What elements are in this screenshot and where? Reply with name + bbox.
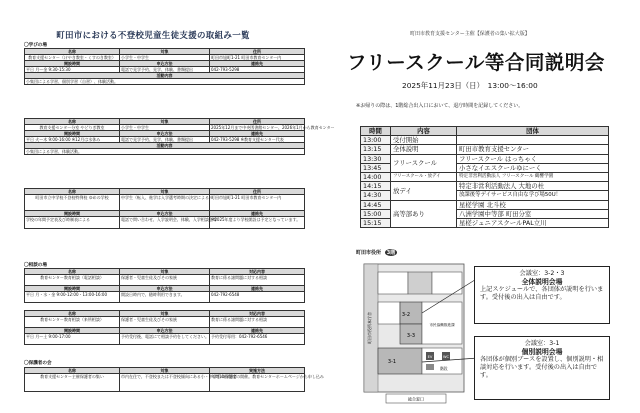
activity-cell: 小集団による学習、個別学習（自習）、体験活動。 <box>25 79 305 85</box>
content-cell: フリースクール・放デイ <box>391 173 457 182</box>
col-header: 対象 <box>120 269 210 275</box>
section-heading-learning: 〇学びの場 <box>24 43 47 48</box>
col-header: 対象 <box>120 311 210 317</box>
table-cell: 小学生・中学生 <box>120 125 210 131</box>
col-header: 開設時間 <box>25 328 120 334</box>
floor-map <box>356 258 474 406</box>
col-header: 名称 <box>25 189 120 195</box>
stairs-mark <box>426 364 434 370</box>
col-header: 連絡先 <box>210 131 305 137</box>
building-name: 町田市役所 <box>356 250 382 256</box>
callout-title: 個別説明会場 <box>521 348 563 356</box>
left-page-title: 町田市における不登校児童生徒支援の取組み一覧 <box>56 31 250 41</box>
content-cell: 受付開始 <box>391 136 457 145</box>
group-cell: 放課後等デイサービス自由な学び場50U！ <box>457 191 609 200</box>
organizer-label: 町田市教育支援センター主催【保護者の集い拡大版】 <box>410 31 530 37</box>
exit-note: ※お帰りの際は、1階総合出入口において、退庁時間を記録してください。 <box>356 103 524 109</box>
table-cell: 町田市旭町1-21 町田市教育センター内 <box>210 195 305 211</box>
col-header: 名称 <box>25 49 120 55</box>
time-cell: 14:00 <box>361 173 391 182</box>
content-cell: 全体説明 <box>391 145 457 154</box>
col-header: 開設時間 <box>25 61 120 67</box>
room-label-3-3: 3-3 <box>406 333 416 339</box>
time-cell: 14:15 <box>361 182 391 191</box>
col-header: 申込方法 <box>120 286 210 292</box>
table-cell: 中学生（転入、進学は入学選考時期の決定による） <box>120 195 210 211</box>
group-cell: 特定非営利活動法人 フリースクール 鶴響学園 <box>457 173 609 182</box>
table-cell: 保護者・児童生徒及びその家族 <box>120 275 210 286</box>
col-header: 開設時間 <box>25 286 120 292</box>
group-cell: 小さなイエスクールゆにーく <box>457 163 609 172</box>
table-cell: 開設日時内で、随時利用できます。 <box>120 292 210 303</box>
activity-cell: 小集団による学習、体験活動。 <box>25 149 305 155</box>
col-header: 住所 <box>210 189 305 195</box>
learning-places-table-2 <box>24 118 335 155</box>
stairs-label: 階段 <box>440 366 448 371</box>
table-cell: 教育支援センター分室 やどりぎ教室 <box>25 125 120 131</box>
group-cell: フリースクール はっちゃく <box>457 154 609 163</box>
callout-individual <box>474 336 610 400</box>
col-header: 対象 <box>120 49 210 55</box>
col-header-content: 内容 <box>391 127 457 136</box>
table-cell: 保護者・児童生徒及びその家族 <box>120 317 210 328</box>
callout-body: 上記スケジュールで、各団体が説明を行います。受付後の出入は自由です。 <box>480 286 604 301</box>
table-cell: 教育に係る諸問題に対する相談 <box>210 317 305 328</box>
table-cell: 2025年12月まで中央図書館センター、2026年1月から教育センター <box>211 125 335 130</box>
table-cell: 小学生・中学生 <box>120 55 210 61</box>
table-cell: 予約受付専用：042-792-6546 <box>210 334 305 345</box>
learning-places-table-3 <box>24 188 305 229</box>
wc-label: WC <box>442 355 450 359</box>
elevator-label: EV <box>427 355 433 359</box>
group-cell: 町田市教育支援センター <box>457 145 609 154</box>
time-cell: 15:15 <box>361 219 391 228</box>
col-header: 対象 <box>120 368 210 374</box>
col-header: 申込方法 <box>120 211 210 217</box>
col-header: 連絡先 <box>210 61 305 67</box>
event-title: フリースクール等合同説明会 <box>347 51 605 74</box>
callout-title: 全体説明会場 <box>521 278 563 286</box>
col-header: 名称 <box>25 368 120 374</box>
time-cell: 13:00 <box>361 136 391 145</box>
table-cell: 平日 月～土 9:00-17:00 <box>25 334 120 345</box>
table-cell: 電話で見学予約、見学、体験、書類提出 <box>120 67 210 73</box>
side-label: 町田市役所本庁舎 <box>367 312 372 344</box>
col-header: 名称 <box>25 269 120 275</box>
col-header: 開設時間 <box>25 211 120 217</box>
callout-room: 会議室：3-2・3 <box>519 270 565 277</box>
time-cell: 13:15 <box>361 145 391 154</box>
callout-room: 会議室：3-1 <box>524 340 560 347</box>
time-cell: 13:30 <box>361 154 391 163</box>
room-block <box>408 272 432 294</box>
table-cell: 平日 月・水・金 9:00-12:00・13:00-16:00 <box>25 292 120 303</box>
room-label-3-1: 3-1 <box>387 359 397 365</box>
time-cell: 14:30 <box>361 191 391 200</box>
room-block <box>378 302 400 324</box>
time-cell: 13:45 <box>361 163 391 172</box>
group-cell <box>457 136 609 145</box>
bottom-label: 総合窓口 <box>408 396 424 402</box>
corridor-label: 市民協働推進課 <box>429 323 455 327</box>
table-cell: 町田市立中学校不登校特例校 ゆめの学校 <box>25 195 120 211</box>
col-header: 対応内容 <box>210 311 305 317</box>
content-cell: 高等部あり <box>391 200 457 228</box>
activity-header: 活動内容 <box>25 143 305 149</box>
floor-label <box>356 249 397 256</box>
event-date: 2025年11月23日（日） 13:00～16:00 <box>402 81 538 90</box>
table-cell: 町田市旭町1-21 町田市教育センター内 <box>210 55 305 61</box>
table-cell: 042-792-6548 <box>210 292 305 303</box>
table-cell: 学校の年間予定表及び時制表による <box>25 217 120 229</box>
room-block <box>378 272 408 294</box>
col-header: 開設時間 <box>25 131 120 137</box>
table-cell: 教育支援センター（けやき教室・くすのき教室） <box>25 55 120 61</box>
time-cell: 15:00 <box>361 209 391 218</box>
section-heading-consult: 〇相談の場 <box>24 263 47 268</box>
table-cell: 教育センター教育相談（来所相談） <box>25 317 120 328</box>
col-header: 連絡先 <box>210 211 305 217</box>
col-header: 連絡先 <box>210 328 305 334</box>
col-header: 実施方法 <box>210 368 305 374</box>
group-cell: 八洲学園中等部 町田分室 <box>457 209 609 218</box>
table-cell: 年間10回程度の開催。教育センターホームページから申し込み <box>210 374 305 392</box>
col-header: 申込方法 <box>120 131 210 137</box>
callout-plenary <box>474 266 610 324</box>
col-header: 名称 <box>25 119 120 125</box>
col-header: 申込方法 <box>120 61 210 67</box>
consult-table-1 <box>24 268 305 303</box>
time-cell: 14:45 <box>361 200 391 209</box>
col-header: 対象 <box>120 189 210 195</box>
room-label-3-2: 3-2 <box>401 312 411 318</box>
group-cell: 星槎ジュニアスクールPAL立川 <box>457 219 609 228</box>
table-cell: 電話で見学予約、見学、体験、書類提出 <box>120 137 210 143</box>
col-header: 住所 <box>210 119 305 125</box>
floor-number-badge: 3階 <box>386 250 396 256</box>
table-cell: 予約受付後、電話にて相談予約をしてください。 <box>120 334 210 345</box>
parents-table <box>24 367 324 392</box>
group-cell: 特定非営利活動法人 大地の杜 <box>457 182 609 191</box>
table-cell: 教育支援センター主催保護者の集い <box>25 374 120 392</box>
room-3-1 <box>378 348 422 374</box>
section-heading-parents: 〇保護者の会 <box>24 361 52 366</box>
table-cell: 市内在住で、不登校または不登校傾向にある小・中学生の保護者 <box>120 374 210 392</box>
table-cell: 教育センター教育相談（電話相談） <box>25 275 120 286</box>
schedule-table <box>360 126 609 228</box>
col-header: 連絡先 <box>210 286 305 292</box>
content-cell: フリースクール <box>391 154 457 172</box>
table-cell: 教育に係る諸問題に対する相談 <box>210 275 305 286</box>
table-cell: ※2025年度より学校開設は予定となっています。 <box>210 217 305 229</box>
table-cell: 平日 火～木 9:00-16:00 ※12月は水休み <box>25 137 120 143</box>
col-header-time: 時間 <box>361 127 391 136</box>
activity-header: 活動内容 <box>25 73 305 79</box>
col-header: 申込方法 <box>120 328 210 334</box>
col-header: 住所 <box>210 49 305 55</box>
col-header: 名称 <box>25 311 120 317</box>
table-cell: 平日 月～金 9:30-15:30 <box>25 67 120 73</box>
table-cell: 042-793-5298 ※教育支援センター代表 <box>210 137 305 143</box>
col-header-group: 団体 <box>457 127 609 136</box>
group-cell: 星槎学園 北斗校 <box>457 200 609 209</box>
table-cell: 電話で問い合わせ、入学説明会、体験、入学相談会等 <box>120 217 210 229</box>
content-cell: 放デイ <box>391 182 457 200</box>
table-cell: 042-793-5298 <box>210 67 305 73</box>
learning-places-table <box>24 48 305 85</box>
consult-table-2 <box>24 310 305 345</box>
col-header: 対応内容 <box>210 269 305 275</box>
callout-body: 各団体が個別ブースを設置し、個別説明・相談対応を行います。受付後の出入は自由です。 <box>480 356 604 379</box>
col-header: 対象 <box>120 119 210 125</box>
